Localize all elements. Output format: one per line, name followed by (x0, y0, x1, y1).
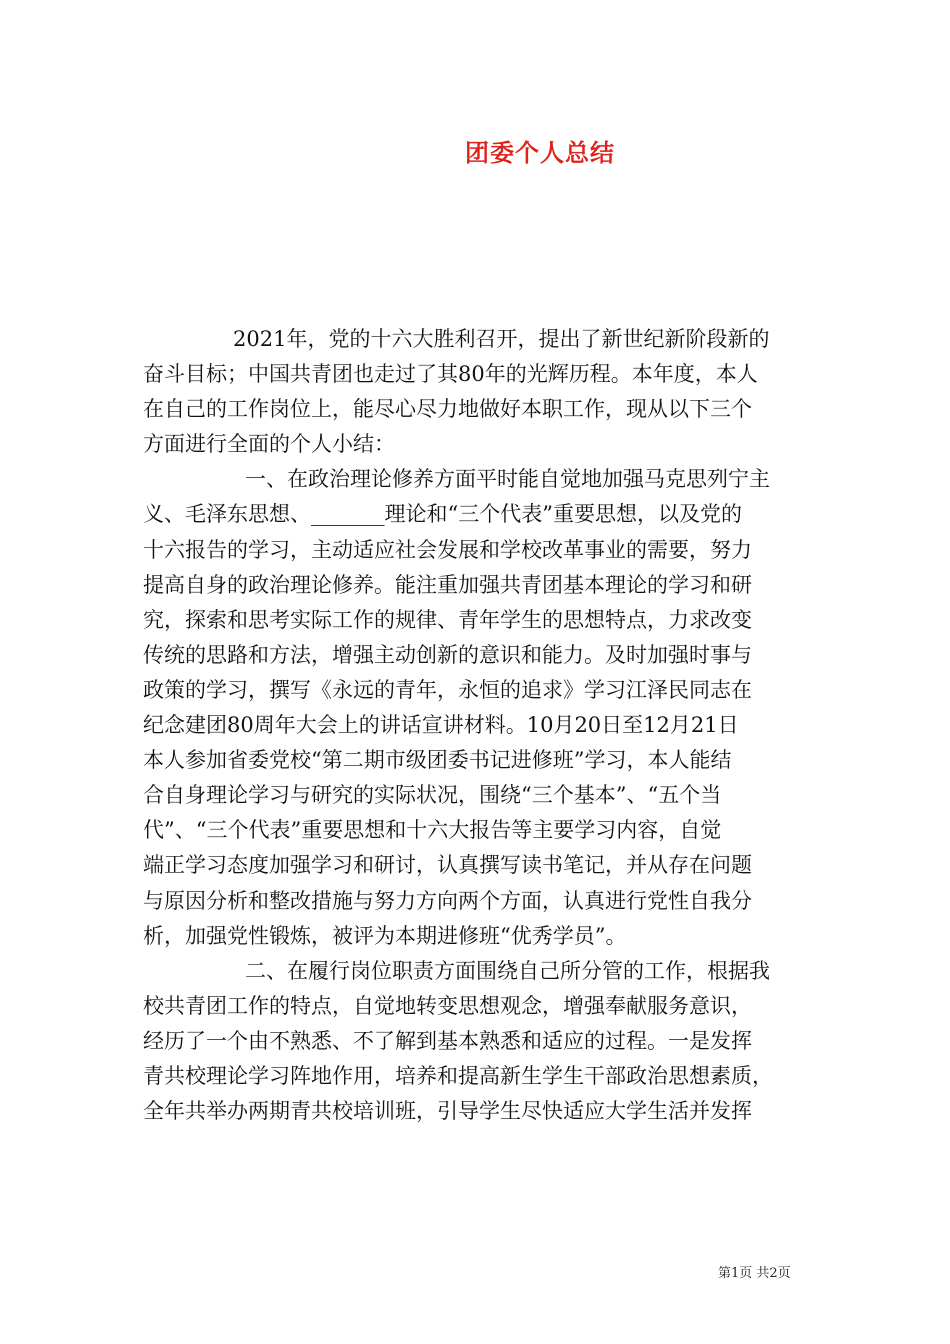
document-title: 团委个人总结 (465, 138, 615, 167)
paragraph-line: 与原因分析和整改措施与努力方向两个方面，认真进行党性自我分 (143, 888, 752, 913)
paragraph-line: 传统的思路和方法，增强主动创新的意识和能力。及时加强时事与 (143, 642, 752, 667)
paragraph-line: 全年共举办两期青共校培训班，引导学生尽快适应大学生活并发挥 (143, 1099, 752, 1124)
paragraph-line: 纪念建团80周年大会上的讲话宣讲材料。10月20日至12月21日 (143, 713, 739, 738)
paragraph-line: 一、在政治理论修养方面平时能自觉地加强马克思列宁主 (245, 467, 770, 492)
paragraph-line: 青共校理论学习阵地作用，培养和提高新生学生干部政治思想素质， (143, 1063, 773, 1088)
document-body (143, 322, 815, 1129)
paragraph-line: 政策的学习，撰写《永远的青年，永恒的追求》学习江泽民同志在 (143, 677, 752, 702)
paragraph-line: 代”、“三个代表”重要思想和十六大报告等主要学习内容，自觉 (143, 818, 722, 843)
paragraph-line: 提高自身的政治理论修养。能注重加强共青团基本理论的学习和研 (143, 572, 752, 597)
page-number-footer: 第1页 共2页 (718, 1266, 791, 1281)
paragraph-line: 奋斗目标；中国共青团也走过了其80年的光辉历程。本年度，本人 (143, 362, 758, 387)
paragraph-line: 本人参加省委党校“第二期市级团委书记进修班”学习，本人能结 (143, 748, 732, 773)
paragraph-line: 义、毛泽东思想、_______理论和“三个代表”重要思想，以及党的 (143, 502, 742, 527)
paragraph-line: 端正学习态度加强学习和研讨，认真撰写读书笔记，并从存在问题 (143, 853, 752, 878)
paragraph-line: 二、在履行岗位职责方面围绕自己所分管的工作，根据我 (245, 958, 770, 983)
paragraph-line: 经历了一个由不熟悉、不了解到基本熟悉和适应的过程。一是发挥 (143, 1028, 752, 1053)
paragraph-line: 合自身理论学习与研究的实际状况，围绕“三个基本”、“五个当 (143, 783, 722, 808)
paragraph-line: 在自己的工作岗位上，能尽心尽力地做好本职工作，现从以下三个 (143, 397, 752, 422)
paragraph-line: 究，探索和思考实际工作的规律、青年学生的思想特点，力求改变 (143, 607, 752, 632)
paragraph-line: 2021年，党的十六大胜利召开，提出了新世纪新阶段新的 (233, 327, 770, 351)
paragraph-line: 校共青团工作的特点，自觉地转变思想观念，增强奉献服务意识， (143, 993, 752, 1018)
paragraph-line: 析，加强党性锻炼，被评为本期进修班“优秀学员”。 (143, 923, 627, 948)
paragraph-line: 十六报告的学习，主动适应社会发展和学校改革事业的需要，努力 (143, 537, 752, 562)
paragraph-line: 方面进行全面的个人小结： (143, 432, 395, 457)
